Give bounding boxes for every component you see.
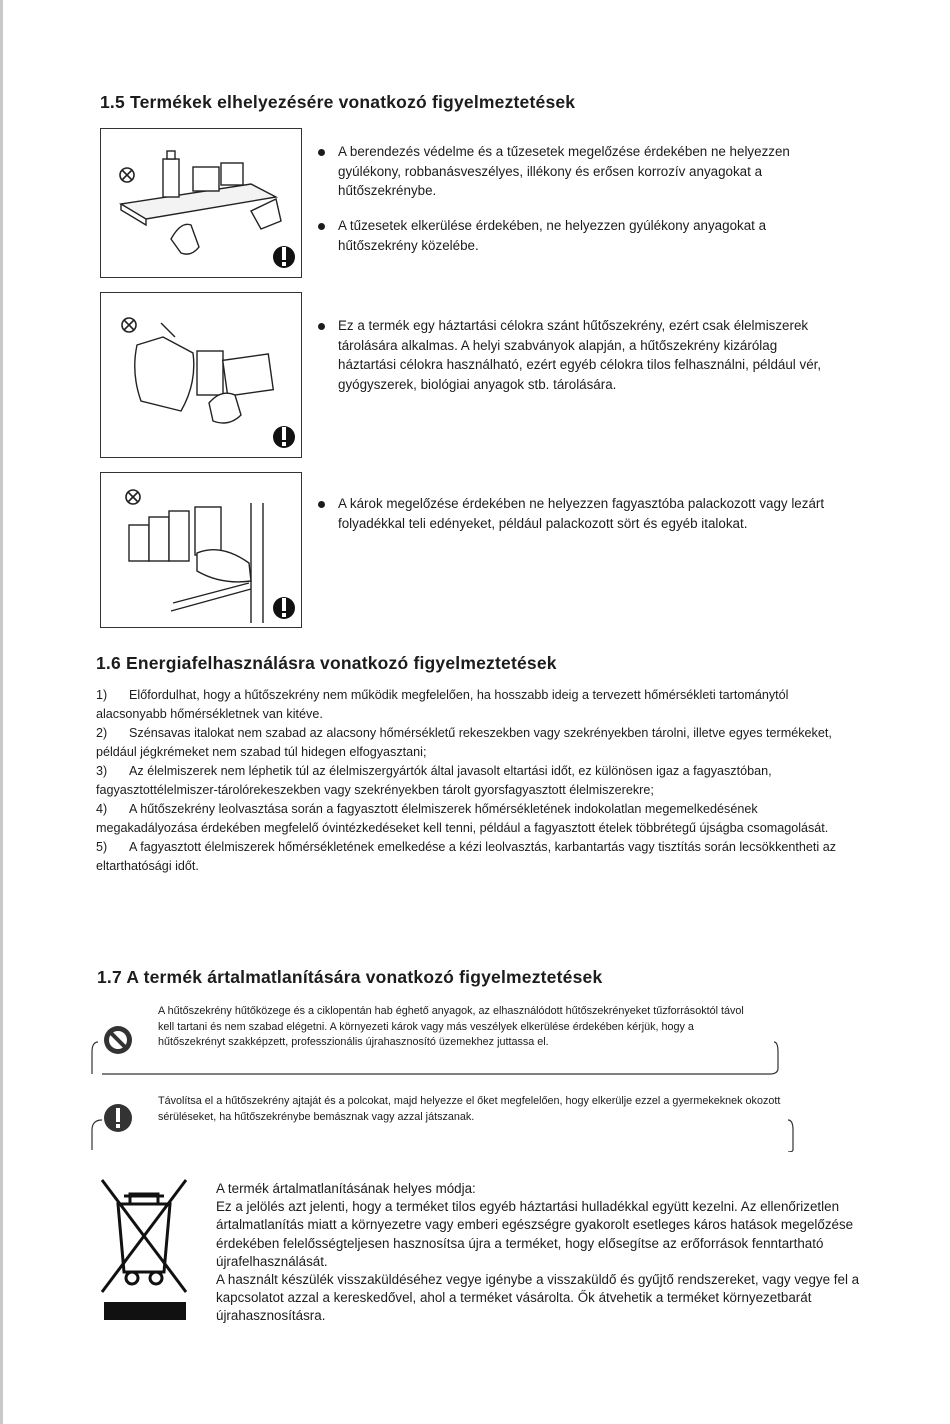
energy-item-1: 1) Előfordulhat, hogy a hűtőszekrény nem működik megfelelően, ha hosszabb ideig a tervezett hőmérsékleti tartománytól alacsonyabb hőmérsékletnek van kitéve. xyxy=(96,688,789,721)
medicine-packages-drawing xyxy=(135,323,274,423)
bullet-dot xyxy=(318,223,325,230)
warning-exclamation-icon xyxy=(273,597,295,619)
bullet-item: A károk megelőzése érdekében ne helyezzen fagyasztóba palackozott vagy lezárt folyadékkal teli edényeket, például palackozott sört és egyéb italokat. xyxy=(318,494,838,533)
energy-item-4: 4) A hűtőszekrény leolvasztása során a fagyasztott élelmiszerek hőmérsékletének indokolatlan megemelkedésének megakadályozása érdekében megfelelő óvintézkedéseket kell tenni, például a fagyasztott ételek többrétegű újságba csomagolását. xyxy=(96,802,829,835)
page-left-edge xyxy=(0,0,3,1424)
prohibition-icon xyxy=(102,1024,134,1056)
section-title-1-7: 1.7 A termék ártalmatlanítására vonatkozó figyelmeztetések xyxy=(97,967,603,987)
warning-exclamation-icon xyxy=(102,1102,134,1134)
bullet-dot xyxy=(318,149,325,156)
figure-flammable-shelf xyxy=(100,128,302,278)
shelf-drawing xyxy=(121,151,281,254)
warning-exclamation-icon xyxy=(273,246,295,268)
bullet-dot xyxy=(318,323,325,330)
prohibition-icon xyxy=(120,168,134,182)
disposal-instructions xyxy=(216,1180,876,1326)
disposal-paragraph: A használt készülék visszaküldéséhez vegye igénybe a visszaküldő és gyűjtő rendszereket, vagy vegye fel a kapcsolatot azzal a kereskedővel, ahol a terméket vásárolta. Ők átvehetik a terméket környezetbarát újrahasznosításra. xyxy=(216,1272,860,1324)
bullet-dot xyxy=(318,501,325,508)
bullet-item: A berendezés védelme és a tűzesetek megelőzése érdekében ne helyezzen gyúlékony, robbanásveszélyes, illékony és erősen korrozív anyagokat a hűtőszekrénybe. xyxy=(318,142,838,201)
bullet-item: Ez a termék egy háztartási célokra szánt hűtőszekrény, ezért csak élelmiszerek tárolására alkalmas. A helyi szabványok alapján, a hűtőszekrény kizárólag háztartási célokra használható, ezért egyéb célokra tilos felhasználni, például vér, gyógyszerek, biológiai anyagok stb. tárolására. xyxy=(318,316,838,394)
figure-bottles-freezer xyxy=(100,472,302,628)
section-title-1-6: 1.6 Energiafelhasználásra vonatkozó figyelmeztetések xyxy=(96,653,557,673)
energy-warnings-list xyxy=(96,686,858,876)
disposal-heading: A termék ártalmatlanításának helyes módja: xyxy=(216,1181,476,1196)
warning-box-remove-door: Távolítsa el a hűtőszekrény ajtaját és a polcokat, majd helyezze el őket megfelelően, hogy elkerülje ezzel a gyermekeknek okozott sérüléseket, ha hűtőszekrénybe bemásznak vagy azzal játszanak. xyxy=(90,1092,795,1152)
bullet-item: A tűzesetek elkerülése érdekében, ne helyezzen gyúlékony anyagokat a hűtőszekrény közelébe. xyxy=(318,216,838,255)
crossed-out-wheelie-bin-icon xyxy=(98,1174,190,1324)
bottles-drawing xyxy=(129,503,263,623)
energy-item-5: 5) A fagyasztott élelmiszerek hőmérsékletének emelkedése a kézi leolvasztás, karbantartás vagy tisztítás során lecsökkentheti az eltarthatósági időt. xyxy=(96,840,836,873)
energy-item-3: 3) Az élelmiszerek nem léphetik túl az élelmiszergyártók által javasolt eltartási időt, ez különösen igaz a fagyasztóban, fagyasztottélelmiszer-tárolórekeszekben vagy szekrényekben tárolt gyorsfagyasztott élelmiszerekre; xyxy=(96,764,772,797)
warning-exclamation-icon xyxy=(273,426,295,448)
figure-food-only xyxy=(100,292,302,458)
prohibition-icon xyxy=(122,318,136,332)
warning-box-flammable-refrigerant: A hűtőszekrény hűtőközege és a ciklopentán hab éghető anyagok, az elhasználódott hűtőszekrényeket tűzforrásoktól távol kell tartani és nem szabad elégetni. A környezeti károk vagy más veszélyek elkerülése érdekében kérjük, hogy a hűtőszekrényt szakképzett, professzionális újrahasznosító üzemekhez juttassa el. xyxy=(90,1002,780,1078)
section-title-1-5: 1.5 Termékek elhelyezésére vonatkozó figyelmeztetések xyxy=(100,92,576,112)
prohibition-icon xyxy=(126,490,140,504)
energy-item-2: 2) Szénsavas italokat nem szabad az alacsony hőmérsékletű rekeszekben vagy szekrényekben tárolni, illetve egyes termékeket, például jégkrémeket nem szabad túl hidegen elfogyasztani; xyxy=(96,726,832,759)
disposal-paragraph: Ez a jelölés azt jelenti, hogy a terméket tilos egyéb háztartási hulladékkal együtt kezelni. Az ellenőrizetlen ártalmatlanítás miatt a környezetre vagy emberi egészségre gyakorolt esetleges káros hatások megelőzése érdekében felelősségteljesen hasznosítsa újra a terméket, hogy elősegítse az erőforrások fenntartható újrafelhasználását. xyxy=(216,1199,854,1269)
